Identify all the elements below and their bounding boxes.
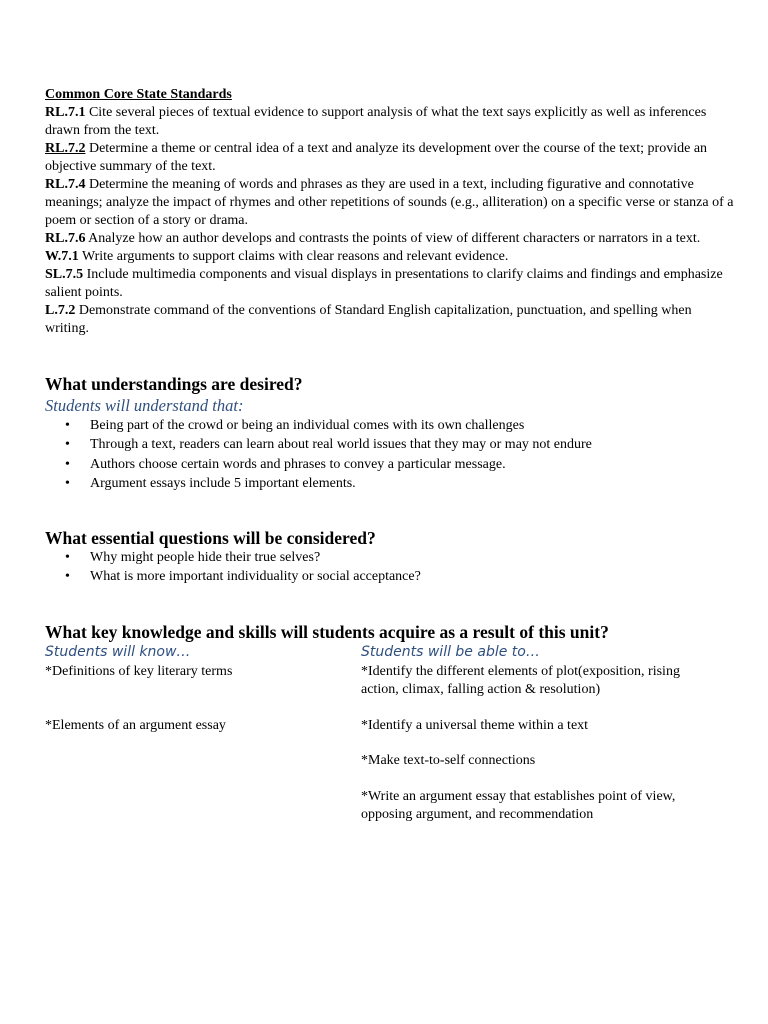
standard-code: RL.7.4 bbox=[45, 177, 86, 192]
understandings-list bbox=[45, 416, 592, 493]
standards-section bbox=[45, 86, 735, 338]
able-column-heading: Students will be able to… bbox=[361, 644, 540, 660]
standard-item bbox=[45, 140, 735, 176]
standard-code: RL.7.2 bbox=[45, 141, 86, 156]
list-item: • Argument essays include 5 important elements. bbox=[45, 474, 592, 493]
standard-text: Determine the meaning of words and phrases as they are used in a text, including figurative and connotative meanings; analyze the impact of rhymes and other repetitions of sounds (e.g., alliteration) on a specific verse or stanza of a poem or section of a story or drama. bbox=[45, 177, 734, 228]
knowledge-heading: What key knowledge and skills will students acquire as a result of this unit? bbox=[45, 622, 609, 642]
standard-text: Determine a theme or central idea of a text and analyze its development over the course of the text; provide an objective summary of the text. bbox=[45, 141, 708, 174]
questions-list bbox=[45, 548, 421, 587]
standard-item bbox=[45, 302, 735, 338]
know-item: *Elements of an argument essay bbox=[45, 718, 226, 733]
understandings-subheading: Students will understand that: bbox=[45, 396, 244, 415]
list-item: • Authors choose certain words and phrases to convey a particular message. bbox=[45, 455, 592, 474]
list-item: • Why might people hide their true selves? bbox=[45, 548, 421, 567]
standard-item bbox=[45, 248, 735, 266]
standard-text: Demonstrate command of the conventions of Standard English capitalization, punctuation, and spelling when writing. bbox=[45, 303, 692, 336]
list-item: • Being part of the crowd or being an individual comes with its own challenges bbox=[45, 416, 592, 435]
know-column-heading: Students will know… bbox=[45, 644, 191, 660]
able-item: *Identify a universal theme within a text bbox=[361, 718, 589, 733]
standard-code: SL.7.5 bbox=[45, 267, 84, 282]
list-item: • What is more important individuality or social acceptance? bbox=[45, 567, 421, 586]
know-item: *Definitions of key literary terms bbox=[45, 664, 233, 679]
able-item: *Write an argument essay that establishes point of view, opposing argument, and recommendation bbox=[361, 789, 676, 822]
standard-item bbox=[45, 176, 735, 230]
standards-title: Common Core State Standards bbox=[45, 87, 232, 102]
standard-code: RL.7.1 bbox=[45, 105, 86, 120]
standard-item bbox=[45, 104, 735, 140]
standard-text: Include multimedia components and visual displays in presentations to clarify claims and findings and emphasize salient points. bbox=[45, 267, 723, 300]
standard-item bbox=[45, 266, 735, 302]
standard-code: W.7.1 bbox=[45, 249, 79, 264]
able-item: *Identify the different elements of plot(exposition, rising action, climax, falling action & resolution) bbox=[361, 664, 680, 697]
standard-item bbox=[45, 230, 735, 248]
standard-code: L.7.2 bbox=[45, 303, 76, 318]
standard-text: Analyze how an author develops and contrasts the points of view of different characters or narrators in a text. bbox=[85, 231, 701, 246]
list-item: • Through a text, readers can learn about real world issues that they may or may not endure bbox=[45, 435, 592, 454]
standard-text: Cite several pieces of textual evidence to support analysis of what the text says explicitly as well as inferences drawn from the text. bbox=[45, 105, 707, 138]
able-item: *Make text-to-self connections bbox=[361, 753, 536, 768]
standard-text: Write arguments to support claims with clear reasons and relevant evidence. bbox=[78, 249, 509, 264]
standard-code: RL.7.6 bbox=[45, 231, 86, 246]
questions-heading: What essential questions will be considered? bbox=[45, 528, 376, 548]
understandings-heading: What understandings are desired? bbox=[45, 374, 303, 394]
